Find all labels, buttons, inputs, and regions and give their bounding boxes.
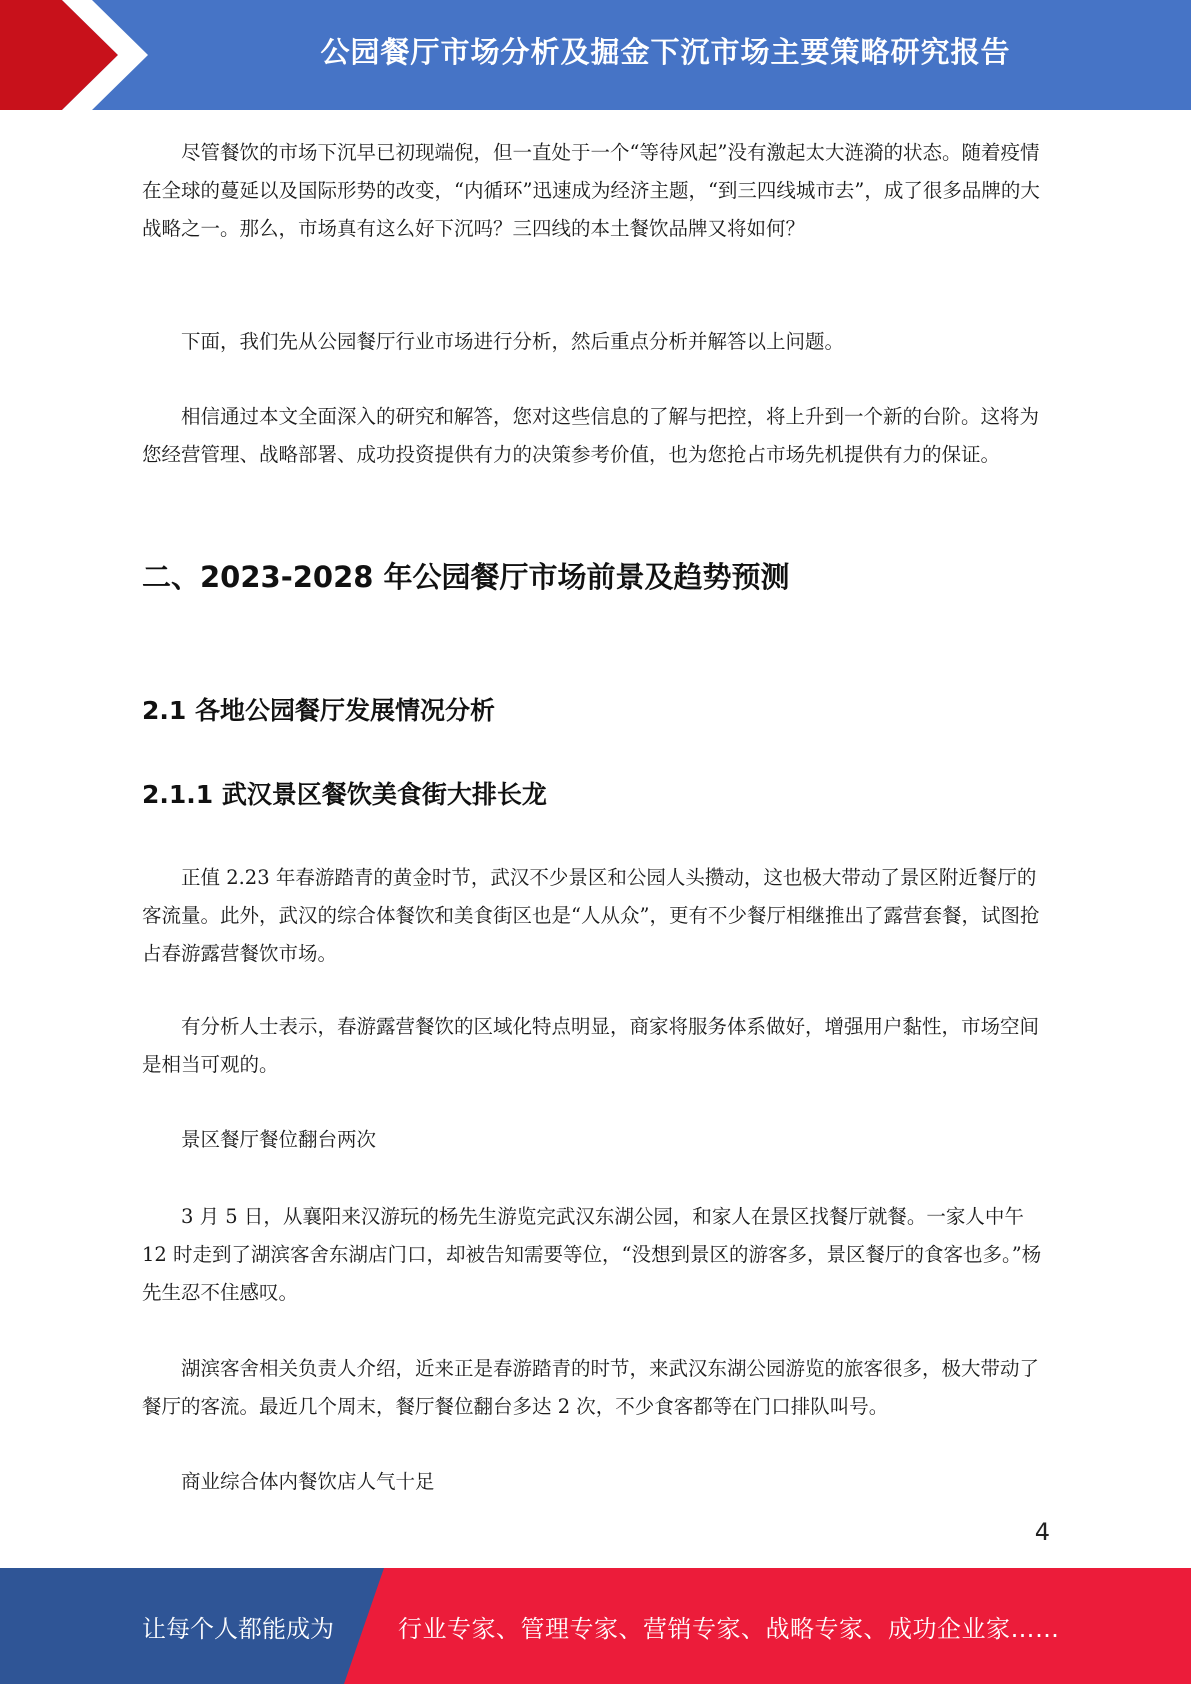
- header-arrow-decoration: [0, 0, 160, 110]
- intro-paragraph-2: 下面，我们先从公园餐厅行业市场进行分析，然后重点分析并解答以上问题。: [181, 330, 845, 353]
- intro-paragraph-1: 尽管餐饮的市场下沉早已初现端倪，但一直处于一个“等待风起”没有激起太大涟漪的状态。随着疫情在全球的蔓延以及国际形势的改变，“内循环”迅速成为经济主题，“到三四线城市去”，成了很多品牌的大战略之一。那么，市场真有这么好下沉吗？三四线的本土餐饮品牌又将如何？: [142, 141, 1040, 240]
- subsection-heading: 2.1 各地公园餐厅发展情况分析: [142, 696, 495, 725]
- page-footer: [0, 1568, 1191, 1684]
- subtopic-label-1: 景区餐厅餐位翻台两次: [181, 1128, 377, 1151]
- report-title: 公园餐厅市场分析及掘金下沉市场主要策略研究报告: [320, 34, 1011, 69]
- intro-paragraph-3: 相信通过本文全面深入的研究和解答，您对这些信息的了解与把控，将上升到一个新的台阶。这将为您经营管理、战略部署、成功投资提供有力的决策参考价值，也为您抢占市场先机提供有力的保证。: [142, 405, 1040, 466]
- footer-slogan-left: 让每个人都能成为: [142, 1614, 334, 1643]
- page-header: [0, 0, 1191, 110]
- body-paragraph-2: 有分析人士表示，春游露营餐饮的区域化特点明显，商家将服务体系做好，增强用户黏性，市场空间是相当可观的。: [142, 1015, 1040, 1076]
- section-heading: 二、2023-2028 年公园餐厅市场前景及趋势预测: [142, 560, 790, 594]
- body-paragraph-3: 3 月 5 日，从襄阳来汉游玩的杨先生游览完武汉东湖公园，和家人在景区找餐厅就餐。一家人中午 12 时走到了湖滨客舍东湖店门口，却被告知需要等位，“没想到景区的游客多，景区餐厅的食客也多。”杨先生忍不住感叹。: [142, 1205, 1042, 1304]
- page-number: 4: [1034, 1518, 1050, 1546]
- subsubsection-heading: 2.1.1 武汉景区餐饮美食街大排长龙: [142, 780, 547, 809]
- body-paragraph-4: 湖滨客舍相关负责人介绍，近来正是春游踏青的时节，来武汉东湖公园游览的旅客很多，极大带动了餐厅的客流。最近几个周末，餐厅餐位翻台多达 2 次，不少食客都等在门口排队叫号。: [142, 1357, 1040, 1418]
- subtopic-label-2: 商业综合体内餐饮店人气十足: [181, 1470, 435, 1493]
- body-paragraph-1: 正值 2.23 年春游踏青的黄金时节，武汉不少景区和公园人头攒动，这也极大带动了景区附近餐厅的客流量。此外，武汉的综合体餐饮和美食街区也是“人从众”，更有不少餐厅相继推出了露营套餐，试图抢占春游露营餐饮市场。: [142, 866, 1040, 965]
- footer-slogan-right: 行业专家、管理专家、营销专家、战略专家、成功企业家……: [398, 1614, 1060, 1643]
